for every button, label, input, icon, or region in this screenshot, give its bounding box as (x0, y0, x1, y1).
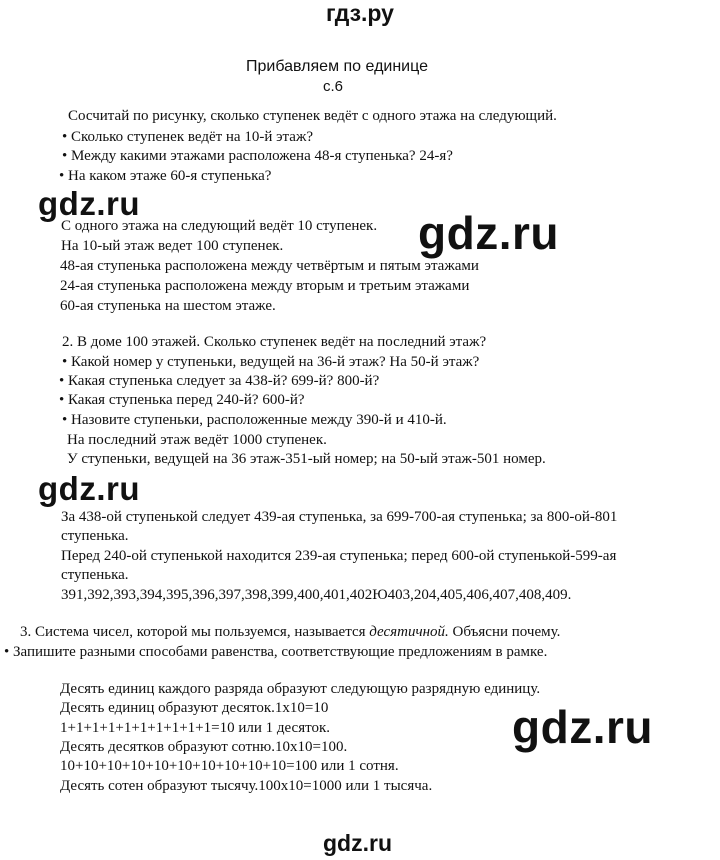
task2-bullet: • Какой номер у ступеньки, ведущей на 36-й этаж? На 50-й этаж? (62, 354, 480, 370)
site-header[interactable]: гдз.ру (326, 0, 394, 26)
task1-answer: 24-ая ступенька расположена между вторым и третьим этажами (60, 278, 470, 294)
task1-answer: С одного этажа на следующий ведёт 10 ступенек. (61, 218, 378, 234)
task2-bullet: • Назовите ступеньки, расположенные между 390-й и 410-й. (62, 412, 447, 428)
task3-bullet: • Запишите разными способами равенства, соответствующие предложениям в рамке. (4, 644, 548, 660)
task3-answer: Десять единиц каждого разряда образуют следующую разрядную единицу. (60, 681, 541, 697)
task1-answer: 48-ая ступенька расположена между четвёртым и пятым этажами (60, 258, 479, 274)
task3-answer: 10+10+10+10+10+10+10+10+10+10=100 или 1 сотня. (60, 758, 399, 774)
task3-question-start: 3. Система чисел, которой мы пользуемся, называется (20, 624, 370, 640)
task3-answer: Десять единиц образуют десяток.1х10=10 (60, 700, 329, 716)
task1-question: Сосчитай по рисунку, сколько ступенек ведёт с одного этажа на следующий. (68, 108, 557, 124)
watermark: gdz.ru (418, 207, 559, 259)
task2-answer: 391,392,393,394,395,396,397,398,399,400,401,402Ю403,204,405,406,407,408,409. (61, 587, 572, 603)
task3-answer: 1+1+1+1+1+1+1+1+1+1=10 или 1 десяток. (60, 720, 330, 736)
task2-bullet: • Какая ступенька следует за 438-й? 699-й? 800-й? (59, 373, 380, 389)
task3-question-emphasis: десятичной. (369, 624, 449, 640)
task2-question: 2. В доме 100 этажей. Сколько ступенек ведёт на последний этаж? (62, 334, 487, 350)
task2-answer: ступенька. (61, 567, 129, 583)
task2-bullet: • Какая ступенька перед 240-й? 600-й? (59, 392, 305, 408)
task2-answer: Перед 240-ой ступенькой находится 239-ая ступенька; перед 600-ой ступенькой-599-ая (61, 548, 617, 564)
task2-answer: За 438-ой ступенькой следует 439-ая ступенька, за 699-700-ая ступенька; за 800-ой-801 (61, 509, 618, 525)
watermark: gdz.ru (512, 701, 653, 753)
task3-answer: Десять десятков образуют сотню.10х10=100. (60, 739, 348, 755)
task1-bullet: • Сколько ступенек ведёт на 10-й этаж? (62, 129, 313, 145)
task2-answer: На последний этаж ведёт 1000 ступенек. (67, 432, 327, 448)
watermark: gdz.ru (38, 185, 140, 222)
task2-answer: ступенька. (61, 528, 129, 544)
task3-question (20, 624, 560, 641)
task3-question-end: Объясни почему. (448, 624, 561, 640)
task1-answer: 60-ая ступенька на шестом этаже. (60, 298, 276, 314)
watermark: gdz.ru (38, 470, 140, 507)
task3-answer: Десять сотен образуют тысячу.100х10=1000 или 1 тысяча. (60, 778, 433, 794)
task1-answer: На 10-ый этаж ведет 100 ступенек. (61, 238, 284, 254)
task2-answer: У ступеньки, ведущей на 36 этаж-351-ый номер; на 50-ый этаж-501 номер. (67, 451, 546, 467)
page-reference: с.6 (323, 78, 344, 95)
task1-bullet: • Между какими этажами расположена 48-я ступенька? 24-я? (62, 148, 453, 164)
page-title: Прибавляем по единице (246, 58, 428, 75)
task1-bullet: • На каком этаже 60-я ступенька? (59, 168, 272, 184)
site-footer[interactable]: gdz.ru (323, 830, 392, 856)
